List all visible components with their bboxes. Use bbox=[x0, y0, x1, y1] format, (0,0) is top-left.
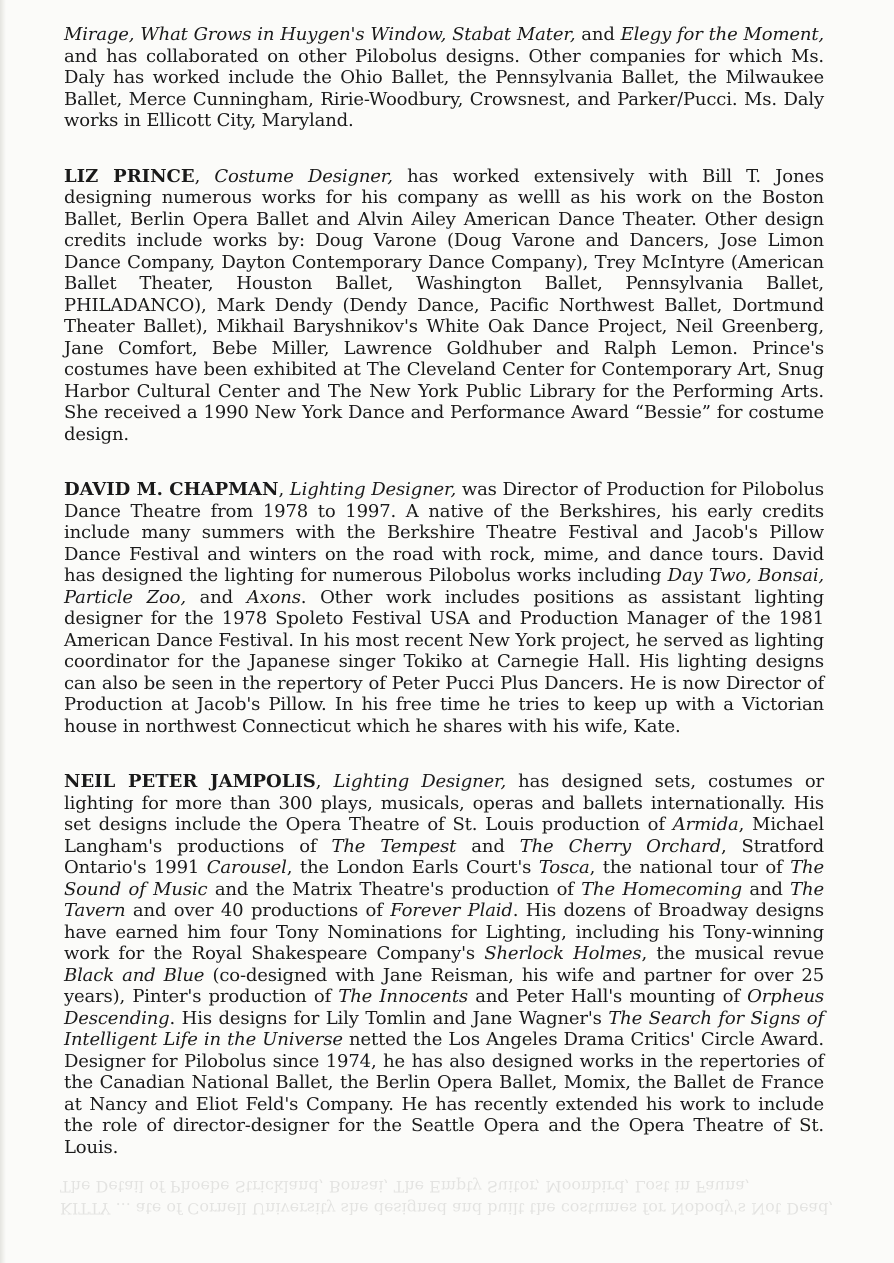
bio-text: . His dozens of Broadway designs have earned him four Tony Nominations for Lighting, including his Tony-winning work for the Royal Shakespeare Company's bbox=[64, 900, 824, 964]
italic-title: Lighting Designer, bbox=[333, 771, 507, 792]
italic-title: Tosca bbox=[538, 857, 590, 878]
bio-text: and the Matrix Theatre's production of bbox=[207, 878, 582, 900]
bio-text: (co-designed with Jane Reisman, his wife and partner for over 25 years), Pinter's production of bbox=[64, 964, 824, 1007]
bio-text: , Stratford Ontario's 1991 bbox=[64, 835, 824, 878]
page-edge-shadow bbox=[0, 0, 6, 1263]
bio-text: and Peter Hall's mounting of bbox=[468, 986, 748, 1007]
bio-text: , bbox=[194, 165, 215, 187]
italic-title: The Innocents bbox=[338, 986, 469, 1007]
bio-daly-continuation bbox=[64, 24, 824, 132]
bio-name: LIZ PRINCE bbox=[64, 165, 195, 187]
bleed-through-text: KITTY ... ate of Cornell University she designed and built the costumes for Nobody's Not Dead, The Detail of Phoebe Strickland, Bonsai, The Empty Suitor, Moonbird, Lost in Fauna, bbox=[60, 1177, 834, 1218]
italic-title: The Sound of Music bbox=[64, 857, 824, 900]
italic-title: Day Two, Bonsai, Particle Zoo, bbox=[64, 565, 824, 608]
bio-text: , Michael Langham's productions of bbox=[64, 814, 824, 857]
italic-title: Sherlock Holmes bbox=[484, 943, 642, 964]
bio-text: and bbox=[742, 878, 791, 900]
bio-text: , the London Earls Court's bbox=[286, 857, 539, 878]
italic-title: Forever Plaid bbox=[390, 900, 513, 921]
bio-name: NEIL PETER JAMPOLIS bbox=[64, 771, 316, 792]
bio-liz-prince bbox=[64, 166, 824, 446]
bio-text: netted the Los Angeles Drama Critics' Circle Award. Designer for Pilobolus since 1974, he has also designed works in the repertories of the Canadian National Ballet, the Berlin Opera Ballet, Momix, the Ballet de France at Nancy and Eliot Feld's Company. He has recently extended his work to include the role of director-designer for the Seattle Opera and the Opera Theatre of St. Louis. bbox=[64, 1029, 824, 1158]
bio-text: has worked extensively with Bill T. Jones designing numerous works for his company as welll as his work on the Boston Ballet, Berlin Opera Ballet and Alvin Ailey American Dance Theater. Other design credits include works by: Doug Varone (Doug Varone and Dancers, Jose Limon Dance Company, Dayton Contemporary Dance Company), Trey McIntyre (American Ballet Theater, Houston Ballet, Washington Ballet, Pennsylvania Ballet, PHILADANCO), Mark Dendy (Dendy Dance, Pacific Northwest Ballet, Dortmund Theater Ballet), Mikhail Baryshnikov's White Oak Dance Project, Neil Greenberg, Jane Comfort, Bebe Miller, Lawrence Goldhuber and Ralph Lemon. Prince's costumes have been exhibited at The Cleveland Center for Contemporary Art, Snug Harbor Cultural Center and The New York Public Library for the Performing Arts. She received a 1990 New York Dance and Performance Award “Bessie” for costume design. bbox=[64, 165, 824, 445]
bio-text: and bbox=[456, 835, 520, 857]
italic-title: The Tempest bbox=[331, 835, 457, 857]
italic-title: The Cherry Orchard bbox=[519, 835, 721, 857]
bio-text: has designed sets, costumes or lighting for more than 300 plays, musicals, operas and ballets internationally. His set designs include the Opera Theatre of St. Louis production of bbox=[64, 771, 824, 835]
italic-title: The Search for Signs of Intelligent Life in the Universe bbox=[64, 1007, 824, 1050]
italic-title: Black and Blue bbox=[64, 964, 205, 986]
bio-text: , bbox=[315, 771, 334, 792]
bio-text: , bbox=[278, 479, 290, 500]
italic-title: Mirage, What Grows in Huygen's Window, Stabat Mater, bbox=[64, 24, 576, 45]
italic-title: Axons bbox=[246, 586, 301, 608]
bio-neil-peter-jampolis bbox=[64, 771, 824, 1158]
bio-text: and bbox=[185, 586, 247, 608]
italic-title: Elegy for the Moment, bbox=[620, 24, 824, 45]
bio-david-chapman bbox=[64, 479, 824, 737]
bio-text: and has collaborated on other Pilobolus designs. Other companies for which Ms. Daly has worked include the Ohio Ballet, the Pennsylvania Ballet, the Milwaukee Ballet, Merce Cunningham, Ririe-Woodbury, Crowsnest, and Parker/Pucci. Ms. Daly works in Ellicott City, Maryland. bbox=[64, 45, 824, 131]
italic-title: Carousel bbox=[206, 857, 287, 878]
italic-title: Costume Designer, bbox=[214, 165, 393, 187]
italic-title: The Homecoming bbox=[581, 878, 742, 900]
bio-text: and over 40 productions of bbox=[125, 900, 391, 921]
italic-title: The Tavern bbox=[64, 878, 824, 921]
bio-text: , the musical revue bbox=[641, 943, 824, 964]
bio-text: . Other work includes positions as assistant lighting designer for the 1978 Spoleto Festival USA and Production Manager of the 1981 American Dance Festival. In his most recent New York project, he served as lighting coordinator for the Japanese singer Tokiko at Carnegie Hall. His lighting designs can also be seen in the repertory of Peter Pucci Plus Dancers. He is now Director of Production at Jacob's Pillow. In his free time he tries to keep up with a Victorian house in northwest Connecticut which he shares with his wife, Kate. bbox=[64, 586, 824, 737]
bio-text: and bbox=[575, 24, 621, 45]
italic-title: Armida bbox=[672, 814, 739, 835]
bio-name: DAVID M. CHAPMAN bbox=[64, 479, 279, 500]
italic-title: Orpheus Descending bbox=[64, 986, 825, 1029]
bio-text: was Director of Production for Pilobolus Dance Theatre from 1978 to 1997. A native of the Berkshires, his early credits include many summers with the Berkshire Theatre Festival and Jacob's Pillow Dance Festival and winters on the road with rock, mime, and dance tours. David has designed the lighting for numerous Pilobolus works including bbox=[64, 479, 824, 586]
bio-text: . His designs for Lily Tomlin and Jane Wagner's bbox=[169, 1007, 609, 1029]
italic-title: Lighting Designer, bbox=[289, 479, 457, 500]
bio-text: , the national tour of bbox=[589, 857, 791, 878]
